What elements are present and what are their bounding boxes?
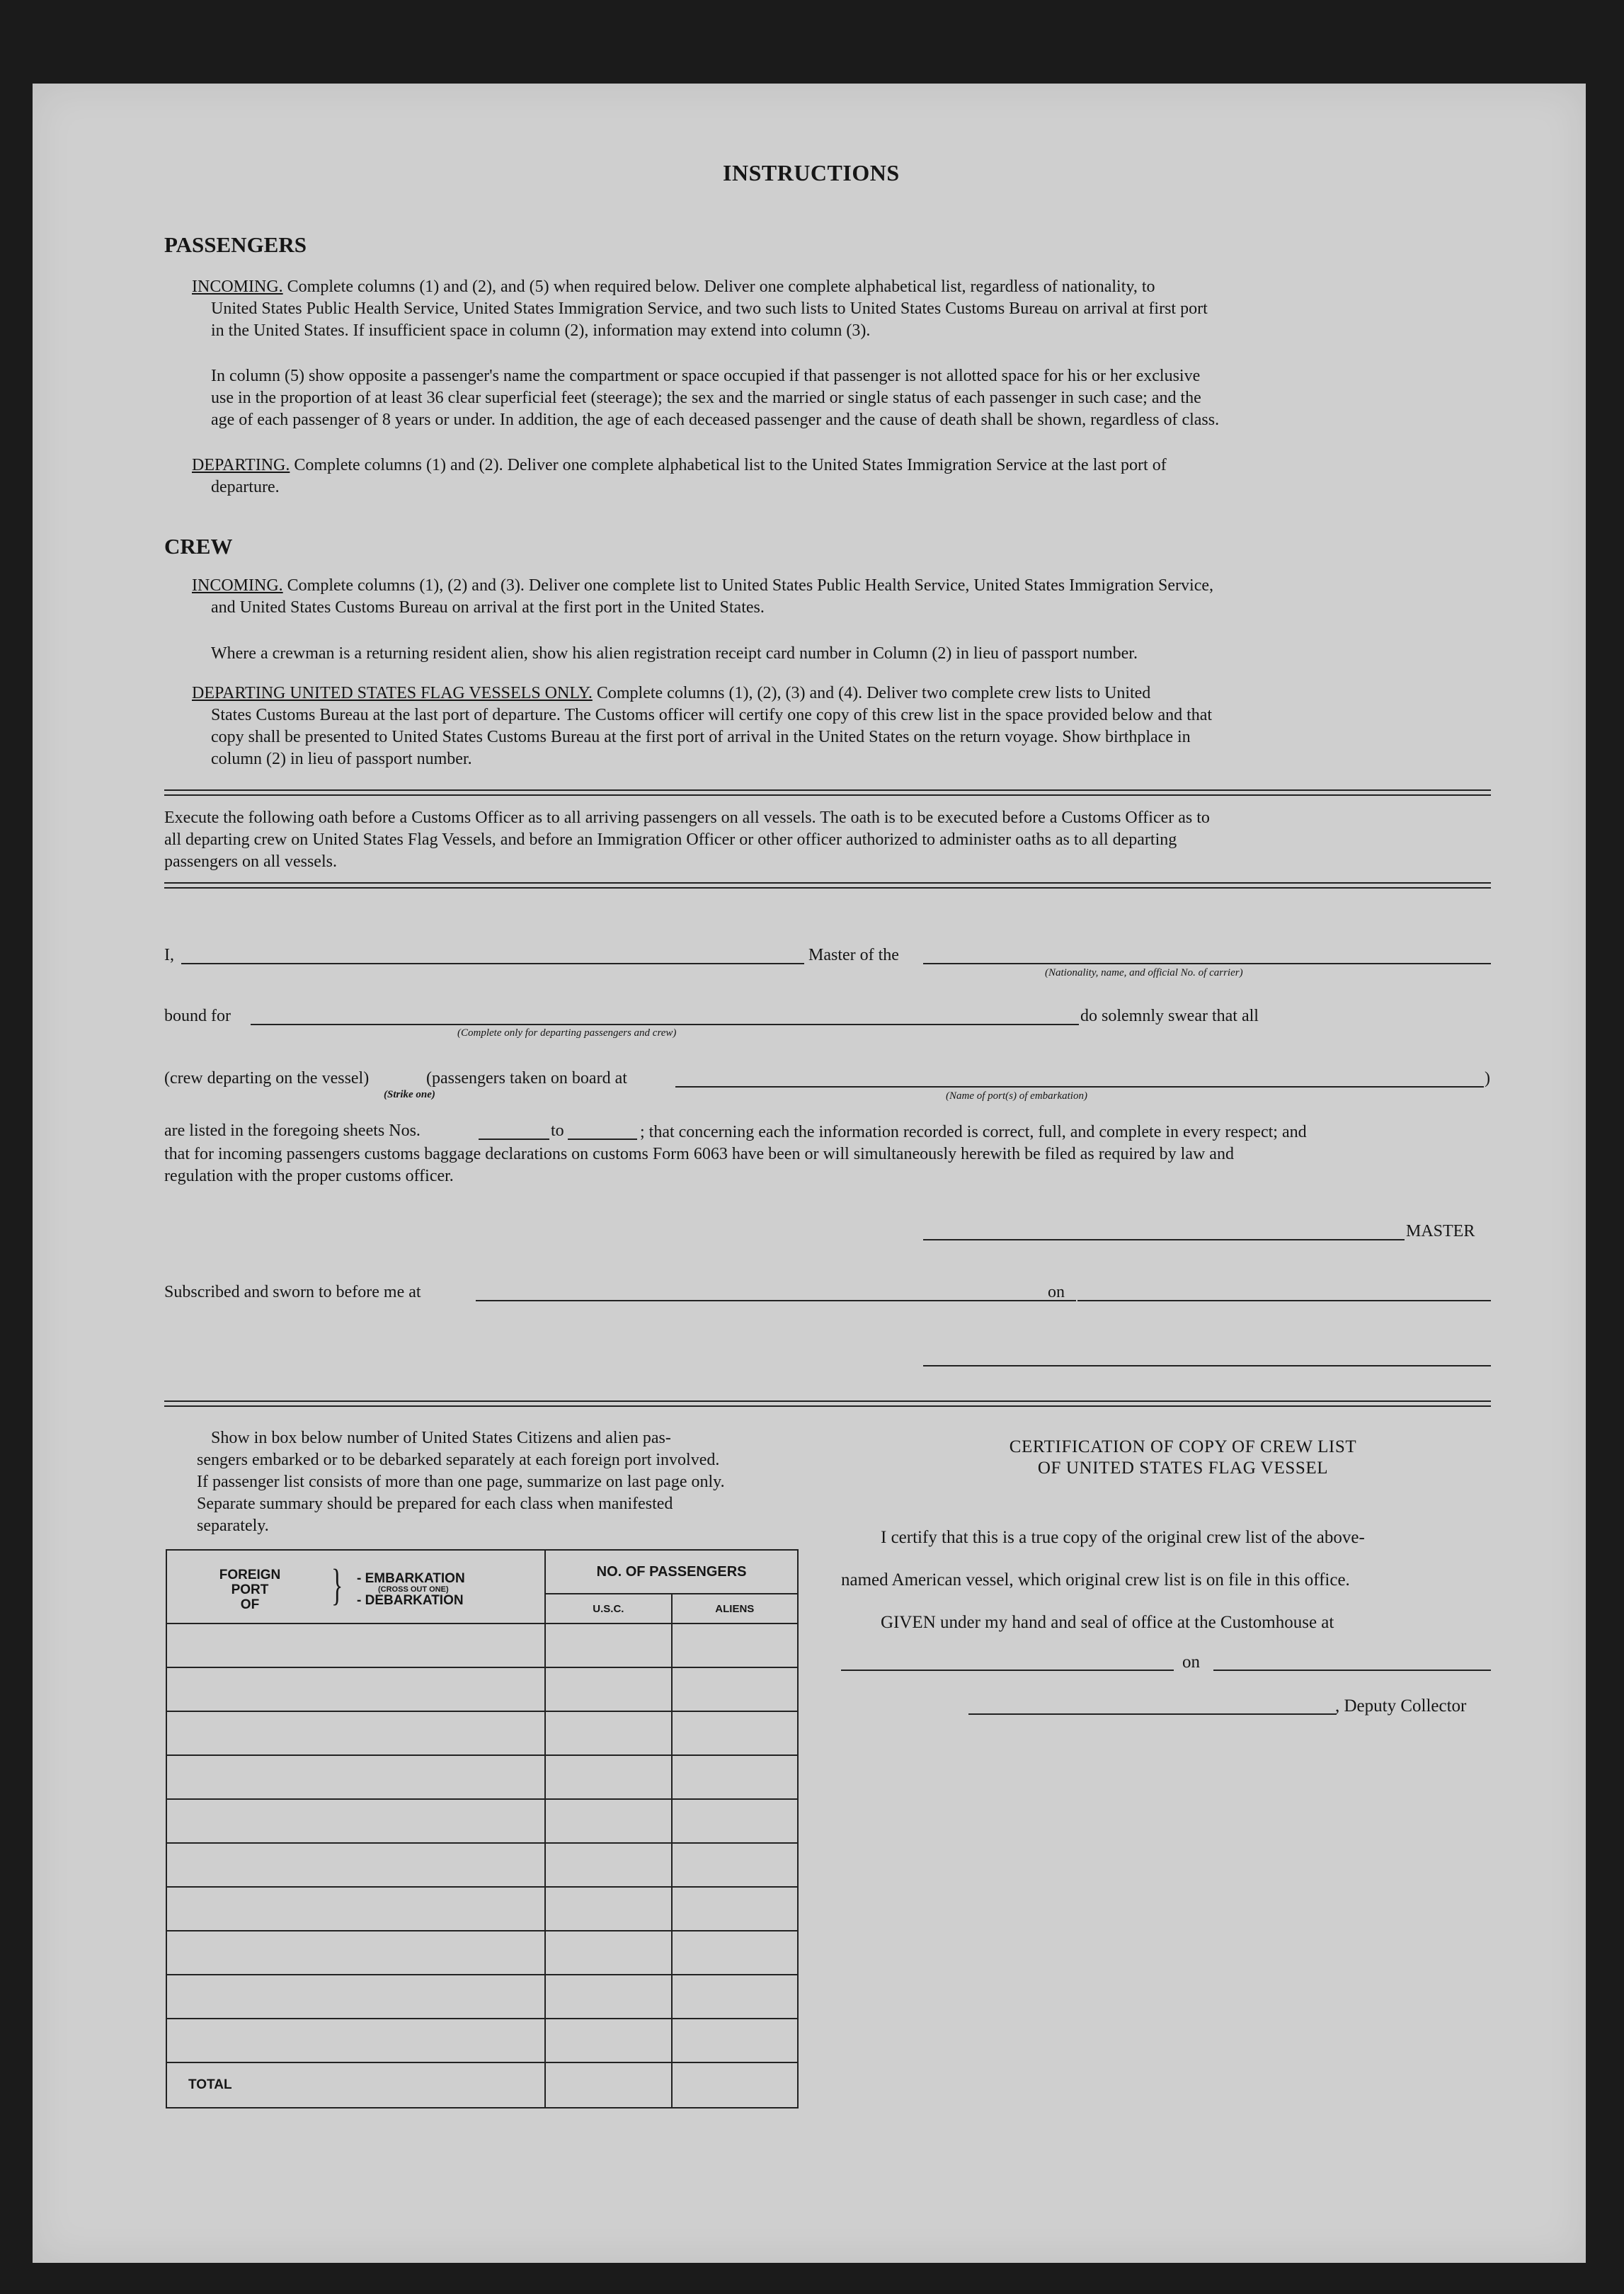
passengers-departing-block [192, 455, 1491, 477]
table-row [166, 1843, 798, 1887]
certification-title-1: CERTIFICATION OF COPY OF CREW LIST [1009, 1437, 1357, 1456]
double-rule-2 [164, 882, 1491, 889]
carrier-hint: (Nationality, name, and official No. of carrier) [1045, 967, 1243, 978]
passengers-col5-line3: age of each passenger of 8 years or under. In addition, the age of each deceased passenger and the cause of death shall be shown, regardless of class. [211, 411, 1220, 429]
table-row [166, 1755, 798, 1799]
double-rule-3 [164, 1400, 1491, 1407]
cross-out-label: (CROSS OUT ONE) [378, 1585, 449, 1594]
passengers-incoming-block [192, 276, 1491, 298]
oath-line2: that for incoming passengers customs baggage declarations on customs Form 6063 have been or will simultaneously herewith be filed as required by law and [164, 1145, 1234, 1163]
port-label: PORT [231, 1582, 269, 1597]
listed-prefix: are listed in the foregoing sheets Nos. [164, 1122, 421, 1140]
summary-note-line4: Separate summary should be prepared for each class when manifested [197, 1495, 673, 1513]
port-cell[interactable] [166, 1799, 545, 1843]
certify-line2: named American vessel, which original crew list is on file in this office. [841, 1570, 1350, 1590]
aliens-cell[interactable] [672, 1931, 798, 1975]
port-cell[interactable] [166, 1843, 545, 1887]
crew-incoming-block [192, 575, 1491, 597]
to-label: to [551, 1122, 564, 1140]
usc-cell[interactable] [545, 1843, 671, 1887]
passenger-summary-table [166, 1549, 799, 2108]
crew-incoming-text: Complete columns (1), (2) and (3). Deliver one complete list to United States Public Health Service, United States Immigration Service, [287, 576, 1214, 595]
table-row [166, 1975, 798, 2019]
summary-note-line2: sengers embarked or to be debarked separately at each foreign port involved. [197, 1451, 720, 1469]
deputy-collector-label: , Deputy Collector [1335, 1696, 1467, 1716]
passengers-taken-option: (passengers taken on board at [426, 1069, 627, 1088]
crew-resident-alien: Where a crewman is a returning resident alien, show his alien registration receipt card number in Column (2) in lieu of passport number. [211, 644, 1138, 663]
master-signature-field[interactable] [923, 1239, 1405, 1240]
document-page [33, 84, 1586, 2263]
aliens-cell[interactable] [672, 1975, 798, 2019]
carrier-field[interactable] [923, 963, 1491, 964]
aliens-cell[interactable] [672, 1711, 798, 1755]
crew-departing-line3: copy shall be presented to United States Customs Bureau at the first port of arrival in the United States on the return voyage. Show birthplace in [211, 728, 1191, 746]
oath-line3: regulation with the proper customs officer. [164, 1167, 454, 1185]
passengers-departing-line2: departure. [211, 478, 280, 496]
usc-cell[interactable] [545, 2019, 671, 2062]
aliens-cell[interactable] [672, 1799, 798, 1843]
table-row [166, 1887, 798, 1931]
aliens-cell[interactable] [672, 1667, 798, 1711]
usc-cell[interactable] [545, 1931, 671, 1975]
of-label: OF [240, 1597, 260, 1612]
deputy-signature-field[interactable] [968, 1713, 1337, 1715]
sworn-on-label: on [1048, 1283, 1065, 1301]
crew-departing-text: Complete columns (1), (2), (3) and (4). Deliver two complete crew lists to United [596, 684, 1151, 702]
bound-for-label: bound for [164, 1007, 231, 1025]
page-title: INSTRUCTIONS [723, 160, 900, 186]
close-paren: ) [1485, 1069, 1490, 1088]
no-passengers-header: NO. OF PASSENGERS [545, 1550, 798, 1594]
subscribed-label: Subscribed and sworn to before me at [164, 1283, 421, 1301]
port-cell[interactable] [166, 1711, 545, 1755]
customhouse-field[interactable] [841, 1670, 1174, 1671]
embarkation-label: - EMBARKATION [357, 1571, 465, 1586]
cert-date-field[interactable] [1213, 1670, 1491, 1671]
usc-header: U.S.C. [545, 1594, 671, 1624]
certification-title-2: OF UNITED STATES FLAG VESSEL [1037, 1459, 1329, 1478]
port-cell[interactable] [166, 1667, 545, 1711]
sworn-at-field[interactable] [476, 1300, 1076, 1301]
passengers-departing-label: DEPARTING. [192, 456, 290, 474]
usc-cell[interactable] [545, 1887, 671, 1931]
port-cell[interactable] [166, 1755, 545, 1799]
swear-label: do solemnly swear that all [1080, 1007, 1259, 1025]
aliens-cell[interactable] [672, 2019, 798, 2062]
crew-departing-line4: column (2) in lieu of passport number. [211, 750, 472, 768]
bound-for-field[interactable] [251, 1024, 1079, 1025]
table-row [166, 2019, 798, 2062]
table-row [166, 1799, 798, 1843]
port-cell[interactable] [166, 1931, 545, 1975]
passengers-departing-text: Complete columns (1) and (2). Deliver one complete alphabetical list to the United States Immigration Service at the last port of [294, 456, 1167, 474]
usc-cell[interactable] [545, 1975, 671, 2019]
cert-on-label: on [1182, 1653, 1200, 1672]
oath-instructions-line3: passengers on all vessels. [164, 852, 337, 871]
given-line: GIVEN under my hand and seal of office at the Customhouse at [881, 1613, 1334, 1632]
table-row [166, 1667, 798, 1711]
bound-hint: (Complete only for departing passengers and crew) [457, 1027, 677, 1039]
sworn-date-field[interactable] [1077, 1300, 1491, 1301]
aliens-cell[interactable] [672, 1624, 798, 1667]
aliens-cell[interactable] [672, 1843, 798, 1887]
usc-cell[interactable] [545, 1799, 671, 1843]
crew-departing-label: DEPARTING UNITED STATES FLAG VESSELS ONLY. [192, 684, 593, 702]
double-rule-1 [164, 789, 1491, 796]
passengers-incoming-label: INCOMING. [192, 278, 283, 296]
port-cell[interactable] [166, 1624, 545, 1667]
aliens-cell[interactable] [672, 1887, 798, 1931]
table-row [166, 1624, 798, 1667]
table-row [166, 1711, 798, 1755]
passengers-col5-line2: use in the proportion of at least 36 clear superficial feet (steerage); the sex and the married or single status of each passenger in such case; and the [211, 389, 1201, 407]
usc-cell[interactable] [545, 1755, 671, 1799]
crew-incoming-label: INCOMING. [192, 576, 283, 595]
officer-signature-field[interactable] [923, 1365, 1491, 1366]
master-signature-label: MASTER [1406, 1222, 1475, 1240]
crew-departing-block [192, 683, 1491, 704]
crew-heading: CREW [164, 534, 233, 559]
listed-suffix: ; that concerning each the information recorded is correct, full, and complete in every respect; and [640, 1123, 1307, 1141]
strike-one-hint: (Strike one) [384, 1089, 435, 1100]
passengers-col5-line1: In column (5) show opposite a passenger's name the compartment or space occupied if that passenger is not allotted space for his or her exclusive [211, 367, 1201, 385]
master-of-label: Master of the [808, 946, 899, 964]
oath-i-label: I, [164, 946, 174, 964]
usc-cell[interactable] [545, 1624, 671, 1667]
passengers-incoming-line2: United States Public Health Service, United States Immigration Service, and two such lists to United States Customs Bureau on arrival at first port [211, 299, 1208, 318]
aliens-header: ALIENS [672, 1594, 798, 1624]
summary-note-line3: If passenger list consists of more than one page, summarize on last page only. [197, 1473, 725, 1491]
embarkation-ports-field[interactable] [675, 1086, 1484, 1088]
port-cell[interactable] [166, 2019, 545, 2062]
table-row [166, 1931, 798, 1975]
aliens-total-cell[interactable] [672, 2062, 798, 2108]
summary-note-line5: separately. [197, 1517, 269, 1535]
usc-cell[interactable] [545, 1711, 671, 1755]
aliens-cell[interactable] [672, 1755, 798, 1799]
port-cell[interactable] [166, 1975, 545, 2019]
brace-glyph: } [331, 1561, 343, 1609]
summary-note-line1: Show in box below number of United States Citizens and alien pas- [211, 1429, 671, 1447]
sheet-to-field[interactable] [568, 1139, 637, 1140]
passengers-incoming-line3: in the United States. If insufficient space in column (2), information may extend into column (3). [211, 321, 871, 340]
usc-cell[interactable] [545, 1667, 671, 1711]
master-name-field[interactable] [181, 963, 804, 964]
crew-departing-line2: States Customs Bureau at the last port of departure. The Customs officer will certify one copy of this crew list in the space provided below and that [211, 706, 1213, 724]
certify-line1: I certify that this is a true copy of the original crew list of the above- [881, 1528, 1365, 1547]
passengers-heading: PASSENGERS [164, 232, 307, 257]
sheet-from-field[interactable] [479, 1139, 549, 1140]
oath-instructions-line1: Execute the following oath before a Customs Officer as to all arriving passengers on all vessels. The oath is to be executed before a Customs Officer as to [164, 809, 1210, 827]
crew-incoming-line2: and United States Customs Bureau on arrival at the first port in the United States. [211, 598, 765, 617]
foreign-label: FOREIGN [219, 1568, 281, 1582]
total-label: TOTAL [166, 2062, 545, 2108]
oath-instructions-line2: all departing crew on United States Flag Vessels, and before an Immigration Officer or other officer authorized to administer oaths as to all departing [164, 831, 1177, 849]
total-row [166, 2062, 798, 2108]
port-cell[interactable] [166, 1887, 545, 1931]
crew-departing-option: (crew departing on the vessel) [164, 1069, 370, 1088]
passengers-incoming-text: Complete columns (1) and (2), and (5) when required below. Deliver one complete alphabetical list, regardless of nationality, to [287, 278, 1155, 296]
ports-hint: (Name of port(s) of embarkation) [946, 1090, 1087, 1102]
usc-total-cell[interactable] [545, 2062, 671, 2108]
port-header-cell [166, 1550, 545, 1624]
debarkation-label: - DEBARKATION [357, 1593, 464, 1608]
